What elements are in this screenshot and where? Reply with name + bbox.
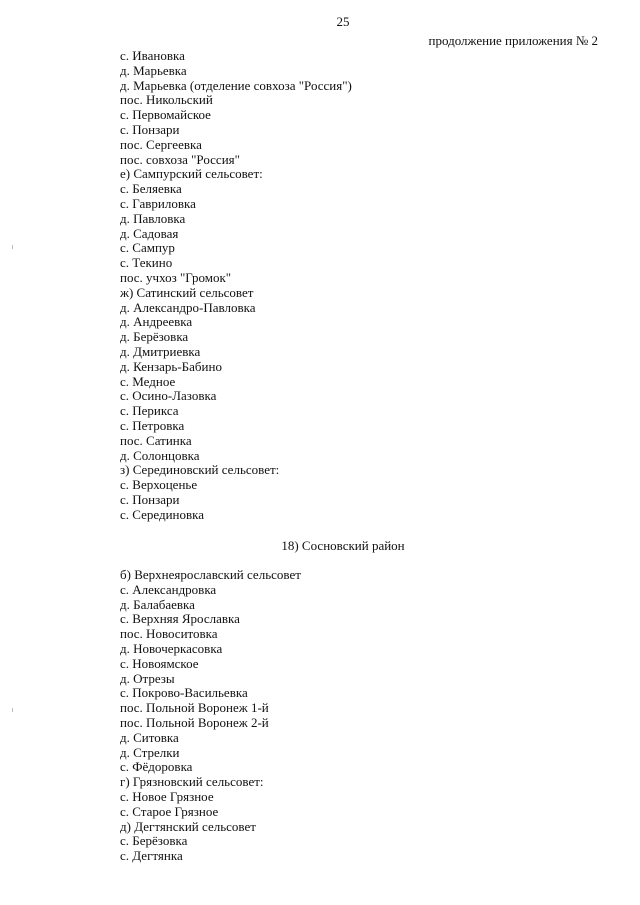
list-item: с. Верхняя Ярославка bbox=[120, 611, 240, 627]
list-item: е) Сампурский сельсовет: bbox=[120, 166, 263, 182]
list-item: пос. совхоза "Россия" bbox=[120, 151, 240, 167]
list-item: д. Стрелки bbox=[120, 744, 180, 760]
district-heading: 18) Сосновский район bbox=[281, 538, 405, 553]
list-item: ж) Сатинский сельсовет bbox=[120, 284, 254, 300]
list-item: д. Марьевка (отделение совхоза "Россия") bbox=[120, 77, 352, 93]
list-item: пос. Никольский bbox=[120, 92, 213, 108]
list-item: с. Перикса bbox=[120, 403, 179, 419]
list-item: с. Беляевка bbox=[120, 181, 182, 197]
list-item: с. Ивановка bbox=[120, 48, 185, 63]
list-item: с. Гавриловка bbox=[120, 195, 196, 211]
list-item: с. Медное bbox=[120, 373, 176, 389]
list-item: д. Балабаевка bbox=[120, 596, 195, 612]
scan-artifact bbox=[12, 708, 13, 712]
list-item: с. Берёзовка bbox=[120, 833, 188, 849]
scan-artifact bbox=[12, 245, 13, 249]
list-item: пос. Польной Воронеж 1-й bbox=[120, 700, 269, 716]
list-item: д. Садовая bbox=[120, 225, 179, 241]
list-item: б) Верхнеярославский сельсовет bbox=[120, 567, 301, 582]
list-item: с. Петровка bbox=[120, 417, 185, 433]
settlement-list-top bbox=[120, 49, 352, 523]
list-item: пос. Сатинка bbox=[120, 432, 192, 448]
list-item: с. Александровка bbox=[120, 581, 217, 597]
list-item: с. Понзари bbox=[120, 121, 180, 137]
list-item: с. Покрово-Васильевка bbox=[120, 685, 248, 701]
list-item: д. Новочеркасовка bbox=[120, 640, 223, 656]
list-item: с. Понзари bbox=[120, 491, 180, 507]
list-item: д) Дегтянский сельсовет bbox=[120, 818, 256, 834]
list-item: д. Александро-Павловка bbox=[120, 299, 256, 315]
list-item: з) Серединовский сельсовет: bbox=[120, 462, 280, 478]
list-item: д. Отрезы bbox=[120, 670, 175, 686]
list-item: д. Марьевка bbox=[120, 62, 187, 78]
list-item: д. Дмитриевка bbox=[120, 343, 201, 359]
list-item: д. Берёзовка bbox=[120, 329, 189, 345]
list-item: пос. Польной Воронеж 2-й bbox=[120, 714, 269, 730]
list-item: с. Текино bbox=[120, 255, 173, 271]
list-item: д. Ситовка bbox=[120, 729, 179, 745]
appendix-continuation-note: продолжение приложения № 2 bbox=[428, 33, 598, 48]
list-item: с. Новое Грязное bbox=[120, 788, 214, 804]
list-item: с. Первомайское bbox=[120, 107, 211, 123]
list-item: с. Осино-Лазовка bbox=[120, 388, 217, 404]
list-item: д. Павловка bbox=[120, 210, 186, 226]
list-item: с. Фёдоровка bbox=[120, 759, 193, 775]
list-item: с. Сампур bbox=[120, 240, 175, 256]
list-item: с. Серединовка bbox=[120, 506, 205, 522]
list-item: г) Грязновский сельсовет: bbox=[120, 774, 264, 790]
list-item: пос. Новоситовка bbox=[120, 626, 218, 642]
list-item: с. Дегтянка bbox=[120, 848, 183, 864]
list-item: д. Андреевка bbox=[120, 314, 193, 330]
list-item: д. Солонцовка bbox=[120, 447, 200, 463]
list-item: с. Старое Грязное bbox=[120, 803, 219, 819]
list-item: пос. учхоз "Громок" bbox=[120, 269, 232, 285]
page-number: 25 bbox=[336, 14, 350, 29]
list-item: д. Кензарь-Бабино bbox=[120, 358, 222, 374]
list-item: пос. Сергеевка bbox=[120, 136, 202, 152]
list-item: с. Верхоценье bbox=[120, 477, 198, 493]
list-item: с. Новоямское bbox=[120, 655, 199, 671]
settlement-list-bottom bbox=[120, 568, 301, 864]
